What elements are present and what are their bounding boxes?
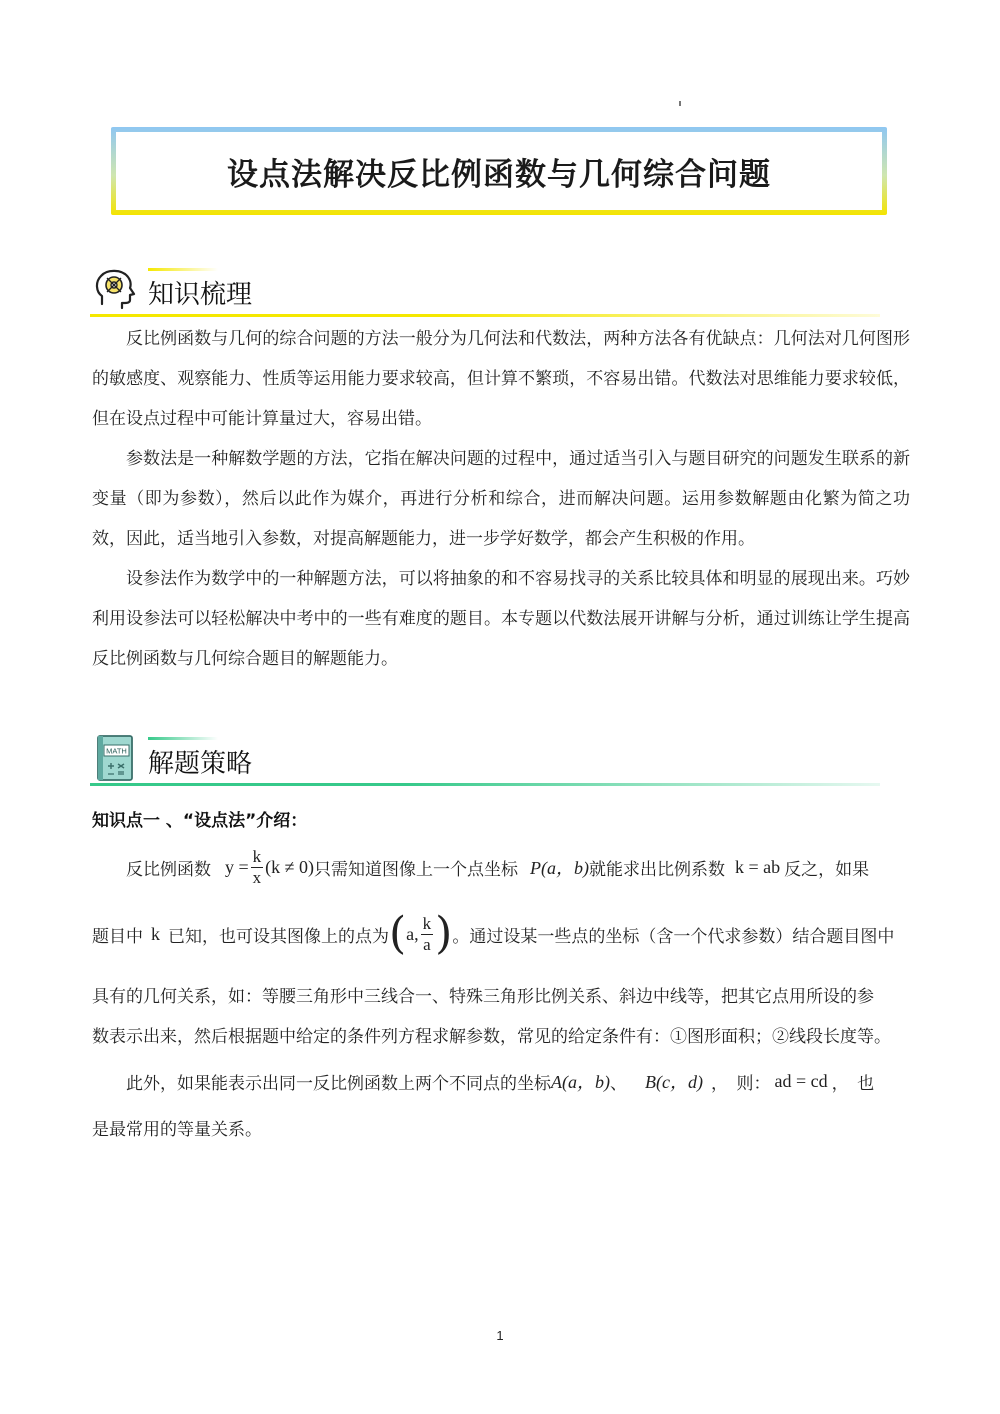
formula-line-1	[92, 845, 910, 889]
section-header-strategy	[90, 731, 890, 793]
title-banner	[111, 127, 887, 215]
frac-denominator: a	[423, 934, 431, 954]
header-accent	[148, 268, 218, 271]
frac-numerator: k	[422, 913, 432, 933]
math-y: y =	[225, 856, 249, 877]
left-paren: (	[389, 908, 407, 959]
paragraph: 参数法是一种解数学题的方法，它指在解决问题的过程中，通过适当引入与题目研究的问题发生联系的新变量（即为参数），然后以此作为媒介，再进行分析和综合，进而解决问题。运用参数解题由化繁为简之功效，因此，适当地引入参数，对提高解题能力，进一步学好数学，都会产生积极的作用。	[92, 449, 910, 549]
text: ， 也	[831, 1073, 875, 1094]
frac-denominator: x	[252, 867, 262, 887]
page-title: 设点法解决反比例函数与几何综合问题	[227, 156, 771, 193]
paragraph: 设参法作为数学中的一种解题方法，可以将抽象的和不容易找寻的关系比较具体和明显的展现出来。巧妙利用设参法可以轻松解决中考中的一些有难度的题目。本专题以代数法展开讲解与分析，通过训练让学生提高反比例函数与几何综合题目的解题能力。	[92, 569, 910, 669]
text: 题目中	[92, 926, 143, 947]
fraction-k-over-a	[421, 914, 434, 955]
text: ， 则：	[710, 1073, 771, 1094]
frac-numerator: k	[252, 846, 262, 866]
section-title-strategy: 解题策略	[148, 749, 253, 779]
right-paren: )	[435, 908, 453, 959]
text-line-3: 具有的几何关系，如：等腰三角形中三线合一、特殊三角形比例关系、斜边中线等，把其它点用所设的参	[92, 986, 874, 1007]
section-underline	[90, 783, 880, 786]
text: 反之，如果	[784, 859, 870, 880]
formula-line-2	[92, 908, 910, 960]
scan-mark	[679, 101, 681, 106]
page-number: 1	[496, 1328, 504, 1343]
section-title-knowledge: 知识梳理	[148, 280, 253, 310]
math-k-eq: k = ab	[735, 856, 781, 877]
math-point-p: P(a，b)	[530, 858, 590, 878]
text-line-4: 数表示出来，然后根据题中给定的条件列方程求解参数，常见的给定条件有：①图形面积；②线段长度等。	[92, 1026, 891, 1047]
text: 就能求出比例系数	[589, 859, 726, 880]
formula-line-5	[92, 1067, 910, 1095]
text: 反比例函数	[126, 859, 211, 880]
math-equation: ad = cd	[774, 1070, 828, 1091]
header-accent	[148, 737, 218, 740]
text: 已知，也可设其图像上的点为	[168, 926, 389, 947]
math-book-icon	[92, 733, 138, 783]
text-line-6: 是最常用的等量关系。	[92, 1119, 262, 1140]
head-gears-icon	[92, 266, 138, 312]
text: 、	[609, 1073, 627, 1094]
math-condition: (k ≠ 0)	[265, 856, 315, 877]
text: 只需知道图像上一个点坐标	[314, 859, 519, 880]
math-a: a,	[406, 923, 419, 944]
section-underline	[90, 314, 880, 317]
math-point-b: B(c，d)	[644, 1072, 703, 1092]
fraction-k-over-x	[251, 847, 264, 888]
text: 。通过设某一些点的坐标（含一个代求参数）结合题目图中	[452, 926, 895, 947]
svg-text:MATH: MATH	[106, 746, 127, 756]
knowledge-point-title: 知识点一 、“设点法”介绍：	[92, 811, 308, 831]
math-k: k	[151, 923, 160, 944]
text: 此外，如果能表示出同一反比例函数上两个不同点的坐标	[126, 1073, 551, 1094]
section-header-knowledge	[90, 262, 890, 324]
knowledge-paragraphs	[92, 319, 910, 679]
math-point-a: A(a，b)	[551, 1072, 610, 1092]
paragraph: 反比例函数与几何的综合问题的方法一般分为几何法和代数法，两种方法各有优缺点：几何法对几何图形的敏感度、观察能力、性质等运用能力要求较高，但计算不繁琐，不容易出错。代数法对思维能力要求较低，但在设点过程中可能计算量过大，容易出错。	[92, 329, 910, 429]
